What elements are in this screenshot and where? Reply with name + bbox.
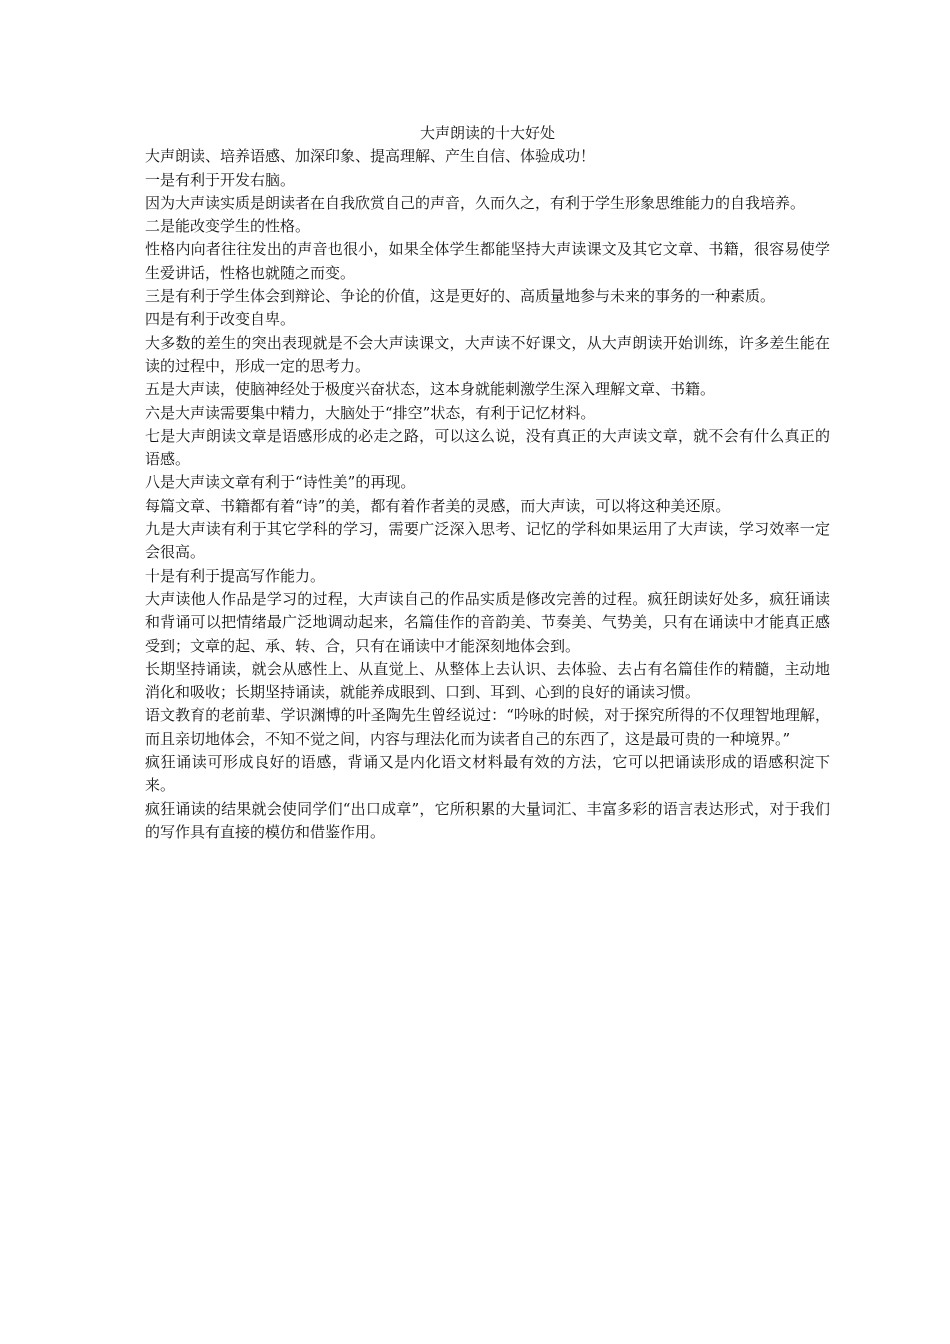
paragraph: 三是有利于学生体会到辩论、争论的价值，这是更好的、高质量地参与未来的事务的一种素质。 [145, 287, 776, 306]
paragraph: 大声读他人作品是学习的过程，大声读自己的作品实质是修改完善的过程。疯狂朗读好处多，疯狂诵读和背诵可以把情绪最广泛地调动起来，名篇佳作的音韵美、节奏美、气势美，只有在诵读中才能真正感受到；文章的起、承、转、合，只有在诵读中才能深刻地体会到。 [145, 589, 830, 655]
paragraph: 性格内向者往往发出的声音也很小，如果全体学生都能坚持大声读课文及其它文章、书籍，很容易使学生爱讲话，性格也就随之而变。 [145, 240, 830, 282]
paragraph: 二是能改变学生的性格。 [145, 217, 311, 236]
paragraph: 五是大声读，使脑神经处于极度兴奋状态，这本身就能刺激学生深入理解文章、书籍。 [145, 380, 716, 399]
paragraph: 六是大声读需要集中精力，大脑处于“排空”状态，有利于记忆材料。 [145, 403, 596, 422]
paragraph: 八是大声读文章有利于“诗性美”的再现。 [145, 473, 416, 492]
paragraph: 十是有利于提高写作能力。 [145, 566, 326, 585]
paragraph: 疯狂诵读的结果就会使同学们“出口成章”，它所积累的大量词汇、丰富多彩的语言表达形式，对于我们的写作具有直接的模仿和借鉴作用。 [145, 799, 830, 841]
paragraph: 一是有利于开发右脑。 [145, 170, 296, 189]
paragraph: 因为大声读实质是朗读者在自我欣赏自己的声音，久而久之，有利于学生形象思维能力的自我培养。 [145, 193, 806, 212]
paragraph: 九是大声读有利于其它学科的学习，需要广泛深入思考、记忆的学科如果运用了大声读，学习效率一定会很高。 [145, 520, 830, 562]
paragraph: 长期坚持诵读，就会从感性上、从直觉上、从整体上去认识、去体验、去占有名篇佳作的精髓，主动地消化和吸收；长期坚持诵读，就能养成眼到、口到、耳到、心到的良好的诵读习惯。 [145, 659, 830, 702]
paragraph: 疯狂诵读可形成良好的语感，背诵又是内化语文材料最有效的方法，它可以把诵读形成的语感积淀下来。 [145, 753, 830, 795]
paragraph: 七是大声朗读文章是语感形成的必走之路，可以这么说，没有真正的大声读文章，就不会有什么真正的语感。 [145, 426, 830, 469]
paragraph: 四是有利于改变自卑。 [145, 310, 296, 329]
paragraph: 每篇文章、书籍都有着“诗”的美，都有着作者美的灵感，而大声读，可以将这种美还原。 [145, 496, 731, 515]
document-page [145, 122, 830, 844]
document-title: 大声朗读的十大好处 [419, 124, 555, 142]
paragraph: 大多数的差生的突出表现就是不会大声读课文，大声读不好课文，从大声朗读开始训练，许多差生能在读的过程中，形成一定的思考力。 [145, 333, 830, 375]
paragraph: 大声朗读、培养语感、加深印象、提高理解、产生自信、体验成功！ [145, 147, 596, 166]
paragraph: 语文教育的老前辈、学识渊博的叶圣陶先生曾经说过：“吟咏的时候，对于探究所得的不仅理智地理解，而且亲切地体会，不知不觉之间，内容与理法化而为读者自己的东西了，这是最可贵的一种境界。” [145, 706, 830, 748]
